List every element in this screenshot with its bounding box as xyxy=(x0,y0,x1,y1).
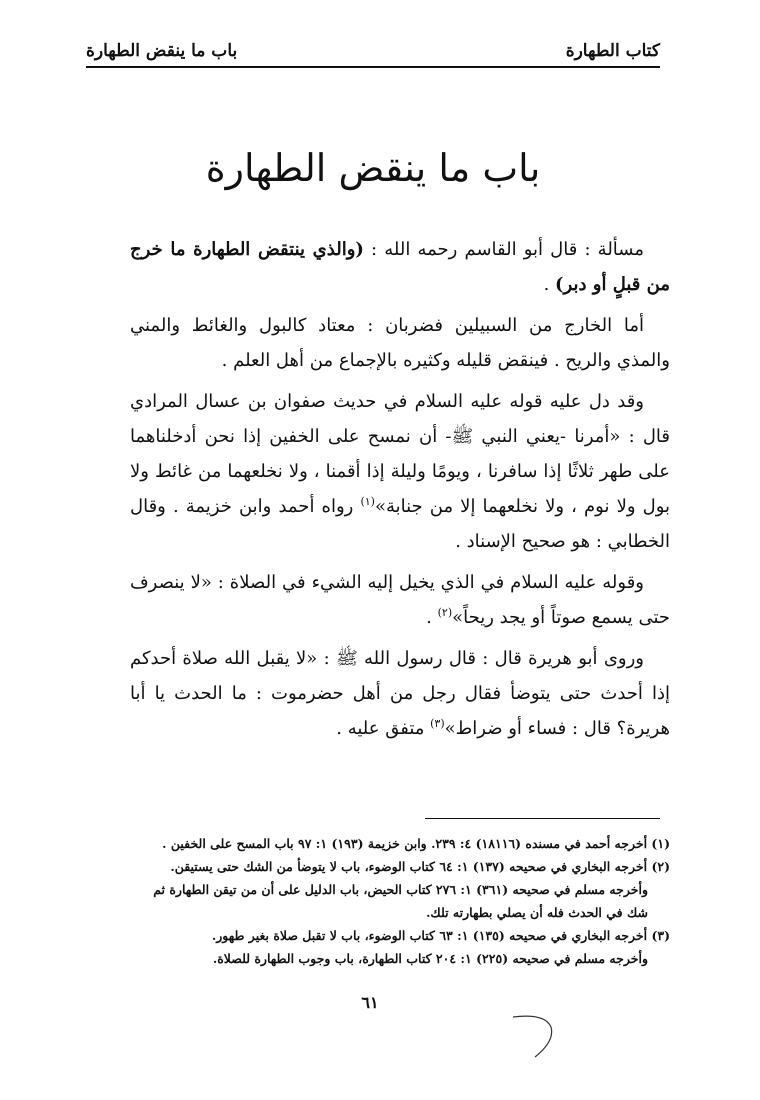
body-text xyxy=(130,232,670,752)
paragraph-1 xyxy=(130,232,670,302)
paragraph-3-text: وقد دل عليه قوله عليه السلام في حديث صفوان بن عسال المرادي قال : «أمرنا -يعني النبي ﷺ- أن نمسح على الخفين إذا نحن أدخلناهما على طهر ثلاثًا إذا سافرنا ، ويومًا وليلة إذا أقمنا ، ولا نخلعهما من غائط ولا بول ولا نوم ، ولا نخلعهما إلا من جنابة» xyxy=(130,391,670,517)
chapter-heading: باب ما ينقض الطهارة xyxy=(205,146,541,190)
page-number: ٦١ xyxy=(361,993,379,1012)
footnote-3: (٣) أخرجه البخاري في صحيحه (١٣٥) ١: ٦٣ كتاب الوضوء، باب لا تقبل صلاة بغير طهور. xyxy=(211,928,670,943)
paragraph-3 xyxy=(130,384,670,559)
paragraph-1-end: . xyxy=(543,274,556,295)
paragraph-4-text: وقوله عليه السلام في الذي يخيل إليه الشيء في الصلاة : «لا ينصرف حتى يسمع صوتاً أو يجد ريحاً» xyxy=(130,572,670,628)
footnote-3-continued: وأخرجه مسلم في صحيحه (٢٢٥) ١: ٢٠٤ كتاب الطهارة، باب وجوب الطهارة للصلاة. xyxy=(212,951,648,966)
footnote-ref-1: (١) xyxy=(360,495,375,508)
paragraph-3-tail: رواه أحمد وابن خزيمة . وقال الخطابي : هو صحيح الإسناد . xyxy=(130,496,670,552)
paragraph-4-tail: . xyxy=(426,607,438,628)
page-curl-mark xyxy=(505,1005,565,1065)
paragraph-2: أما الخارج من السبيلين فضربان : معتاد كالبول والغائط والمني والمذي والريح . فينقض قليله وكثيره بالإجماع من أهل العلم . xyxy=(130,315,670,371)
running-header xyxy=(86,38,660,64)
footnote-ref-3: (٣) xyxy=(430,717,445,730)
paragraph-1-intro: مسألة : قال أبو القاسم رحمه الله : xyxy=(363,239,644,260)
footnote-1: (١) أخرجه أحمد في مسنده (١٨١١٦) ٤: ٢٣٩. وابن خزيمة (١٩٣) ١: ٩٧ باب المسح على الخفين . xyxy=(162,836,670,851)
header-rule xyxy=(86,66,660,68)
paragraph-4 xyxy=(130,565,670,635)
header-book-title: كتاب الطهارة xyxy=(565,41,660,61)
footnote-2-continued: وأخرجه مسلم في صحيحه (٣٦١) ١: ٢٧٦ كتاب الحيض، باب الدليل على أن من تيقن الطهارة ثم شك في الحدث فله أن يصلي بطهارته تلك. xyxy=(153,882,648,920)
header-chapter-title: باب ما ينقض الطهارة xyxy=(86,41,238,61)
paragraph-1-quote: (والذي ينتقض الطهارة ما خرج من قبلٍ أو دبر) xyxy=(130,239,670,295)
footnote-ref-2: (٢) xyxy=(437,606,453,619)
paragraph-5-tail: متفق عليه . xyxy=(336,718,431,739)
paragraph-5 xyxy=(130,641,670,746)
paragraph-5-text: وروى أبو هريرة قال : قال رسول الله ﷺ : «لا يقبل الله صلاة أحدكم إذا أحدث حتى يتوضأ فقال رجل من أهل حضرموت : ما الحدث يا أبا هريرة؟ قال : فساء أو ضراط» xyxy=(130,648,670,739)
footnote-rule xyxy=(425,818,660,819)
footnotes xyxy=(130,832,670,970)
footnote-2: (٢) أخرجه البخاري في صحيحه (١٣٧) ١: ٦٤ كتاب الوضوء، باب لا يتوضأ من الشك حتى يستيقن. xyxy=(170,859,670,874)
